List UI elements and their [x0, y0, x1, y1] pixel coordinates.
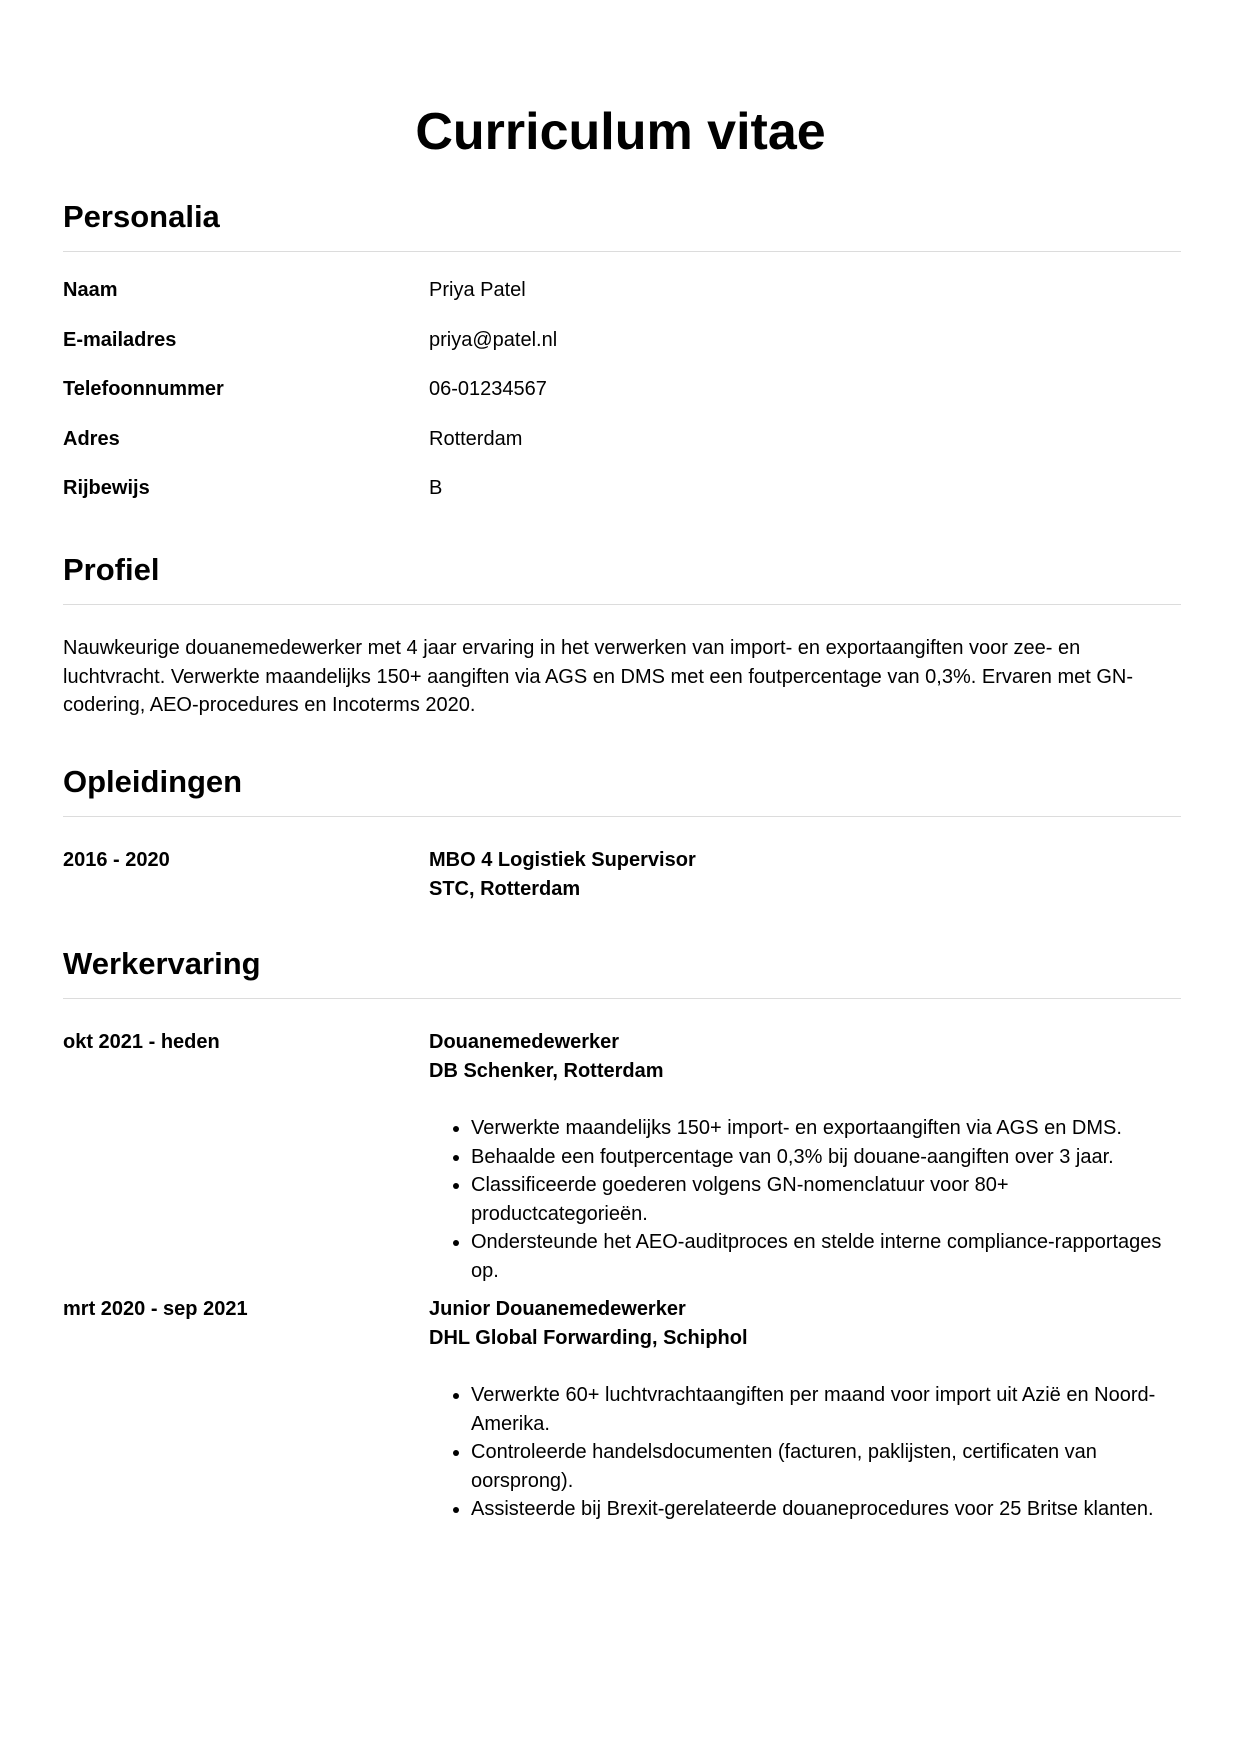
section-heading-profiel: Profiel	[63, 552, 160, 587]
work-period: okt 2021 - heden	[63, 1031, 220, 1053]
work-employer: DB Schenker, Rotterdam	[429, 1060, 664, 1082]
personal-row-address	[63, 425, 1181, 475]
work-achievements	[429, 1381, 1181, 1524]
list-item: • Controleerde handelsdocumenten (facturen, paklijsten, certificaten van oorsprong).	[471, 1438, 1181, 1495]
row-label: Telefoonnummer	[63, 378, 224, 400]
education-period: 2016 - 2020	[63, 849, 170, 871]
section-heading-werkervaring: Werkervaring	[63, 946, 261, 981]
row-value: Priya Patel	[429, 279, 526, 301]
work-title: Junior Douanemedewerker	[429, 1298, 686, 1320]
work-title: Douanemedewerker	[429, 1031, 620, 1053]
personal-details	[63, 276, 1181, 524]
section-opleidingen	[63, 762, 1181, 904]
section-werkervaring	[63, 944, 1181, 1524]
document-title: Curriculum vitae	[415, 102, 826, 161]
row-label: E-mailadres	[63, 328, 177, 351]
section-heading-opleidingen: Opleidingen	[63, 764, 243, 799]
section-divider	[63, 816, 1181, 817]
personal-row-name	[63, 276, 1181, 326]
section-divider	[63, 604, 1181, 605]
profile-summary: Nauwkeurige douanemedewerker met 4 jaar ervaring in het verwerken van import- en exportaangiften voor zee- en luchtvracht. Verwerkte maandelijks 150+ aangiften via AGS en DMS met een foutpercentage van 0,3%. Ervaren met GN-codering, AEO-procedures en Incoterms 2020.	[63, 637, 1133, 716]
section-heading-personalia: Personalia	[63, 199, 220, 234]
list-item: • Classificeerde goederen volgens GN-nomenclatuur voor 80+ productcategorieën.	[471, 1171, 1181, 1228]
work-employer: DHL Global Forwarding, Schiphol	[429, 1327, 748, 1349]
row-label: Naam	[63, 279, 118, 301]
row-value: Rotterdam	[429, 427, 523, 450]
list-item: • Ondersteunde het AEO-auditproces en stelde interne compliance-rapportages op.	[471, 1228, 1181, 1285]
list-item: • Verwerkte maandelijks 150+ import- en exportaangiften via AGS en DMS.	[471, 1114, 1181, 1143]
personal-row-email	[63, 326, 1181, 376]
list-item: • Assisteerde bij Brexit-gerelateerde douaneprocedures voor 25 Britse klanten.	[471, 1495, 1181, 1524]
row-value: B	[429, 477, 443, 499]
work-details	[429, 1295, 1181, 1524]
work-entry	[63, 1295, 1181, 1524]
education-details	[429, 846, 1181, 904]
list-item: • Verwerkte 60+ luchtvrachtaangiften per maand voor import uit Azië en Noord-Amerika.	[471, 1381, 1181, 1438]
row-label: Rijbewijs	[63, 477, 150, 499]
list-item: • Behaalde een foutpercentage van 0,3% bij douane-aangiften over 3 jaar.	[471, 1143, 1181, 1172]
row-value: 06-01234567	[429, 378, 547, 400]
education-institution: STC, Rotterdam	[429, 878, 581, 900]
section-profiel	[63, 550, 1181, 720]
section-divider	[63, 998, 1181, 999]
work-details	[429, 1028, 1181, 1285]
work-entry	[63, 1028, 1181, 1285]
row-value: priya@patel.nl	[429, 328, 558, 351]
row-label: Adres	[63, 427, 120, 450]
work-period: mrt 2020 - sep 2021	[63, 1298, 248, 1320]
education-title: MBO 4 Logistiek Supervisor	[429, 849, 696, 871]
personal-row-phone	[63, 375, 1181, 425]
education-entry	[63, 846, 1181, 904]
personal-row-license	[63, 474, 1181, 524]
section-personalia	[63, 197, 1181, 524]
work-achievements	[429, 1114, 1181, 1285]
section-divider	[63, 251, 1181, 252]
